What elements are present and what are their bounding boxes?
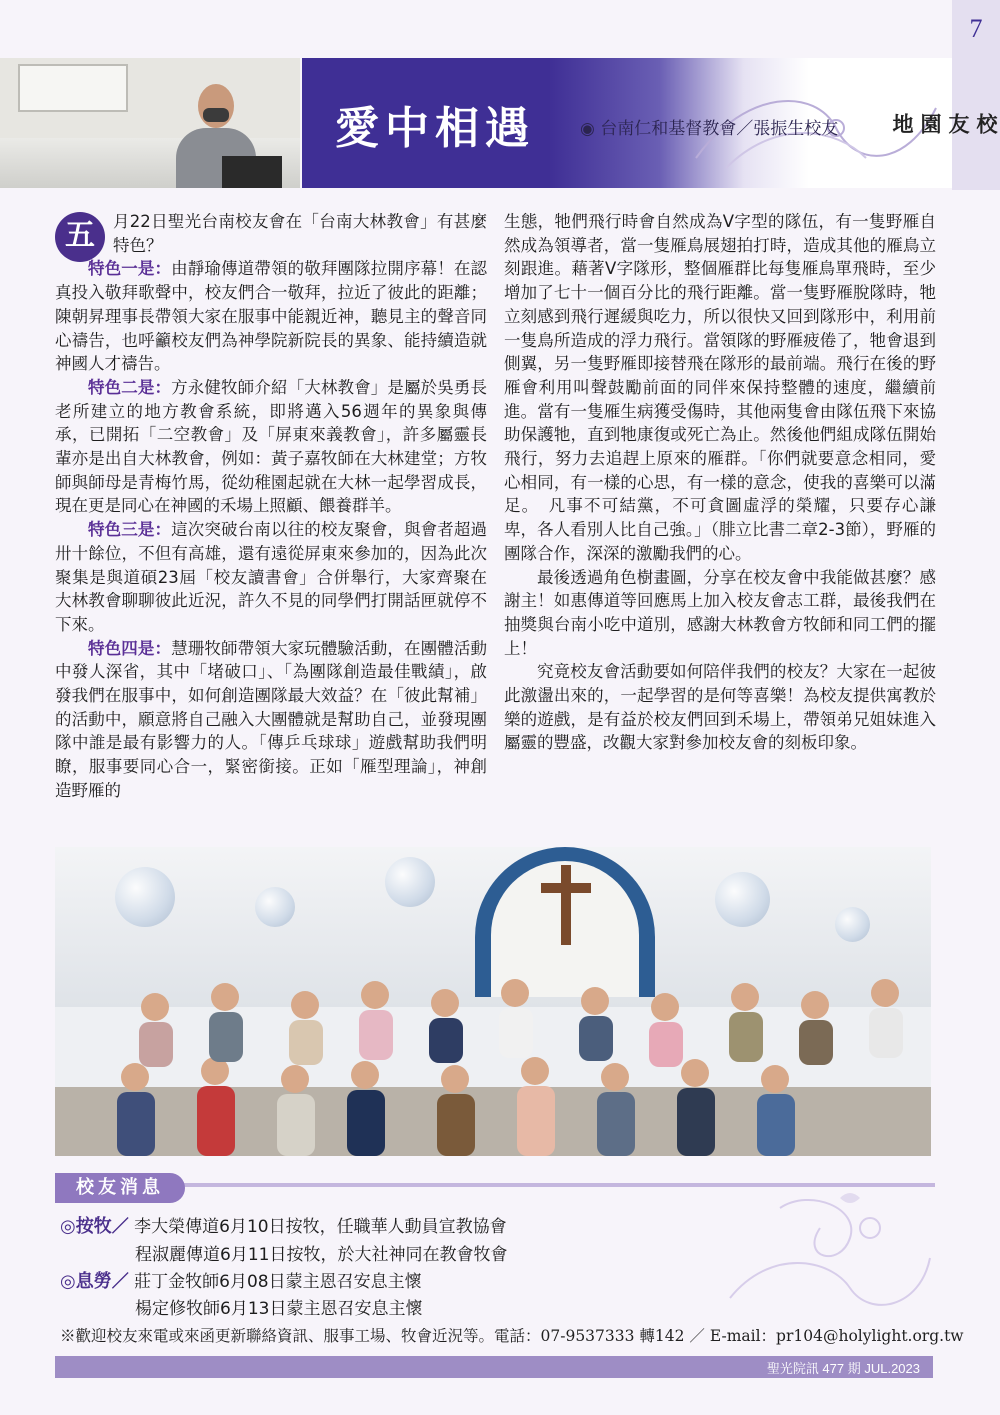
article-column-right bbox=[504, 210, 936, 755]
article-author: 台南仁和基督教會／張振生校友 bbox=[600, 119, 839, 139]
section-char: 園 bbox=[918, 112, 942, 134]
header-photo-speaker bbox=[0, 58, 300, 188]
bullet-icon: ◉ bbox=[580, 119, 595, 139]
section-char: 地 bbox=[890, 112, 914, 134]
contact-note: ※歡迎校友來電或來函更新聯絡資訊、服事工場、牧會近況等。電話：07-9537333 轉142 ／ E-mail：pr104@holylight.org.tw bbox=[60, 1327, 964, 1345]
article-title: 愛中相遇 bbox=[335, 103, 535, 154]
feature-lead: 特色二是： bbox=[88, 377, 172, 397]
article-column-left bbox=[55, 210, 487, 803]
paragraph-text: 方永健牧師介紹「大林教會」是屬於吳勇長老所建立的地方教會系統，即將邁入56週年的異象與傳承，已開拓「二空教會」及「屏東來義教會」，許多屬靈長輩亦是出自大林教會，例如：黃子嘉牧師在大林建堂；方牧師與師母是青梅竹馬，從幼稚園起就在大林一起學習成長，現在更是同心在神國的禾場上照顧、餵養群羊。 bbox=[55, 377, 488, 516]
group-photo bbox=[55, 847, 931, 1156]
section-char: 友 bbox=[946, 112, 970, 134]
news-slash: ／ bbox=[111, 1272, 129, 1292]
paragraph-text: 慧珊牧師帶領大家玩體驗活動，在團體活動中發人深省，其中「堵破口」、「為團隊創造最佳戰績」，啟發我們在服事中，如何創造團隊最大效益？在「彼此幫補」的活動中，願意將自己融入大團體就是幫助自己，並發現團隊中誰是最有影響力的人。「傳乒乓球球」遊戲幫助我們明瞭，服事要同心合一，緊密銜接。正如「雁型理論」，神創造野雁的 bbox=[55, 638, 488, 800]
article-paragraph bbox=[55, 257, 487, 376]
drop-cap-badge: 五 bbox=[55, 212, 105, 262]
paragraph-text: 由靜瑜傳道帶領的敬拜團隊拉開序幕！在認真投入敬拜歌聲中，校友們合一敬拜，拉近了彼此的距離；陳朝昇理事長帶領大家在服事中能親近神，聽見主的聲音同心禱告，也呼籲校友們為神學院新院長的異象、能持續造就神國人才禱告。 bbox=[55, 259, 488, 374]
article-paragraph bbox=[55, 210, 487, 257]
news-category-label: ◎按牧 bbox=[60, 1216, 112, 1237]
news-item bbox=[135, 1294, 422, 1319]
news-item bbox=[60, 1267, 422, 1293]
article-paragraph: 生態，牠們飛行時會自然成為V字型的隊伍，有一隻野雁自然成為領導者，當一隻雁鳥展翅拍打時，造成其他的雁鳥立刻跟進。藉著V字隊形，整個雁群比每隻雁鳥單飛時，至少增加了七十一個百分比的飛行距離。當一隻野雁脫隊時，牠立刻感到飛行遲緩與吃力，所以很快又回到隊形中，利用前一隻鳥所造成的浮力飛行。當領隊的野雁疲倦了，牠會退到側翼，另一隻野雁即接替飛在隊形的最前端。飛行在後的野雁會利用叫聲鼓勵前面的同伴來保持整體的速度，繼續前進。當有一隻雁生病獲受傷時，其他兩隻會由隊伍飛下來協助保護牠，直到牠康復或死亡為止。然後他們組成隊伍開始飛行，努力去追趕上原來的雁群。「你們就要意念相同，愛心相同，有一樣的心思，有一樣的意念，使我的喜樂可以滿足。 凡事不可結黨，不可貪圖虛浮的榮耀，只要存心謙卑，各人看別人比自己強。」（腓立比書二章2-3節），野雁的團隊合作，深深的激勵我們的心。 bbox=[504, 212, 936, 563]
news-item-text: 李大榮傳道6月10日按牧，任職華人動員宣教協會 bbox=[134, 1217, 507, 1237]
article-paragraph bbox=[55, 518, 487, 637]
paragraph-text: 月22日聖光台南校友會在「台南大林教會」有甚麼特色？ bbox=[113, 212, 487, 255]
section-label bbox=[890, 68, 1000, 178]
news-item bbox=[60, 1212, 507, 1238]
news-item bbox=[135, 1240, 507, 1265]
news-section-tab: 校友消息 bbox=[55, 1173, 185, 1203]
decorative-swirl-icon bbox=[720, 1188, 940, 1318]
page-number: 7 bbox=[969, 14, 983, 43]
article-paragraph bbox=[55, 376, 487, 518]
feature-lead: 特色一是： bbox=[88, 259, 172, 279]
news-item-text: 莊丁金牧師6月08日蒙主恩召安息主懷 bbox=[134, 1272, 422, 1292]
news-item-text: 程淑麗傳道6月11日按牧，於大社神同在教會牧會 bbox=[135, 1245, 508, 1265]
article-source bbox=[580, 114, 838, 139]
paragraph-text: 這次突破台南以往的校友聚會，與會者超過卅十餘位，不但有高雄，還有遠從屏東來參加的，因為此次聚集是與道碩23屆「校友讀書會」合併舉行，大家齊聚在大林教會聊聊彼此近況，許久不見的同學們打開話匣就停不下來。 bbox=[55, 520, 488, 634]
feature-lead: 特色四是： bbox=[88, 638, 172, 658]
section-char: 校 bbox=[974, 112, 998, 134]
news-item-text: 楊定修牧師6月13日蒙主恩召安息主懷 bbox=[135, 1299, 423, 1319]
issue-label: 聖光院訊 477 期 JUL.2023 bbox=[766, 1361, 920, 1376]
article-paragraph: 最後透過角色樹畫圖，分享在校友會中我能做甚麼？感謝主！如惠傳道等回應馬上加入校友會志工群，最後我們在抽獎與台南小吃中道別，感謝大林教會方牧師和同工們的擺上！ bbox=[504, 567, 936, 658]
news-category-label: ◎息勞 bbox=[60, 1271, 112, 1292]
feature-lead: 特色三是： bbox=[88, 520, 172, 540]
article-paragraph bbox=[55, 637, 487, 803]
news-divider bbox=[55, 1183, 935, 1187]
news-slash: ／ bbox=[111, 1217, 129, 1237]
crowd-figures-icon bbox=[55, 967, 931, 1156]
article-paragraph: 究竟校友會活動要如何陪伴我們的校友？大家在一起彼此激盪出來的，一起學習的是何等喜樂！為校友提供寓教於樂的遊戲，是有益於校友們回到禾場上，帶領弟兄姐妹進入屬靈的豐盛，改觀大家對參加校友會的刻板印象。 bbox=[504, 662, 936, 753]
